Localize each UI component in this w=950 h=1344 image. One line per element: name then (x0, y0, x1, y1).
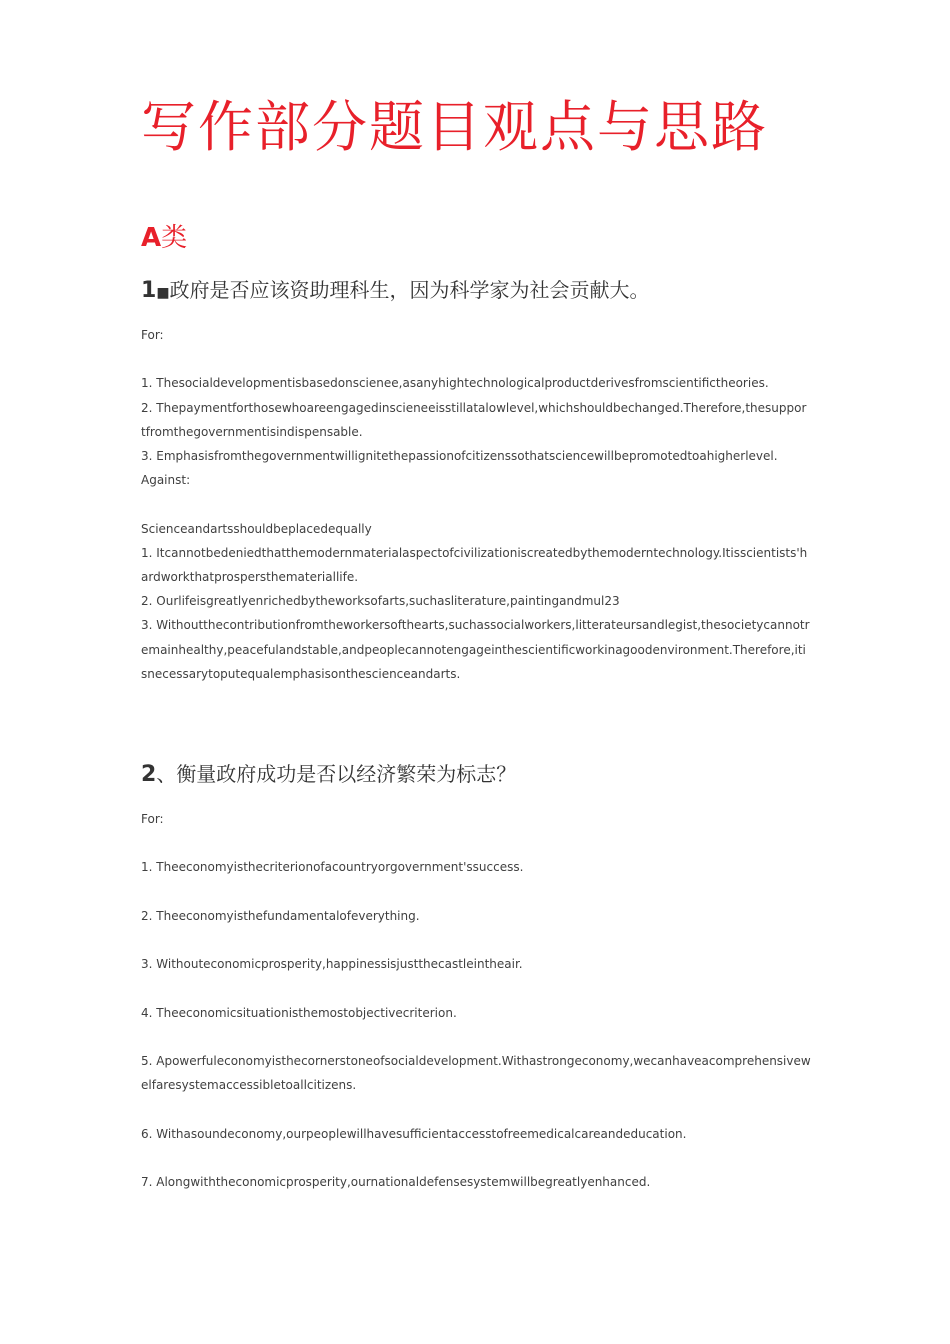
question-separator: ■ (156, 285, 170, 301)
against-intro: Scienceandartsshouldbeplacedequally (141, 521, 372, 536)
spacer (141, 347, 811, 371)
question-text: 衡量政府成功是否以经济繁荣为标志？ (176, 762, 517, 786)
list-item: 1. Thesocialdevelopmentisbasedonscienee,asanyhightechnologicalproductderivesfromscientifictheories. (141, 376, 769, 391)
for-label: For: (141, 328, 164, 342)
list-item: 3. Emphasisfromthegovernmentwillignitethepassionofcitizenssothatsciencewillbepromotedtoahigherlevel. (141, 449, 778, 463)
spacer (141, 1025, 811, 1049)
list-item: 3. Withouteconomicprosperity,happinessisjustthecastleintheair. (141, 957, 523, 972)
list-item: 6. Withasoundeconomy,ourpeoplewillhavesufficientaccesstofreemedicalcareandeducation. (141, 1126, 687, 1141)
question-1-body (141, 323, 811, 686)
spacer (141, 976, 811, 1000)
spacer (141, 492, 811, 516)
list-item: 1. Itcannotbedeniedthatthemodernmaterialaspectofcivilizationiscreatedbythemoderntechnology.Itisscientists'hardworkthatprospersthemateriallife. (141, 545, 808, 584)
question-text: 政府是否应该资助理科生，因为科学家为社会贡献大。 (169, 278, 650, 302)
list-item: 3. Withoutthecontributionfromtheworkersofthearts,suchassocialworkers,litterateursandlegist,thesocietycannotremainhealthy,peacefulandstable,andpeoplecannotengageinthescientificworkinagoodenvironment.Therefore,itisnecessarytoputequalemphasisonthescienceandarts. (141, 618, 810, 681)
question-separator: 、 (156, 762, 177, 786)
list-item: 2. Ourlifeisgreatlyenrichedbytheworksofarts,suchasliterature,paintingandmul23 (141, 594, 620, 609)
page-title: 写作部分题目观点与思路 (141, 95, 769, 159)
list-item: 5. Apowerfuleconomyisthecornerstoneofsocialdevelopment.Withastrongeconomy,wecanhaveacomprehensivewelfaresystemaccessibletoallcitizens. (141, 1053, 811, 1093)
question-number: 1 (141, 278, 157, 303)
question-number: 2 (141, 762, 157, 787)
spacer (141, 1146, 811, 1170)
list-item: 7. Alongwiththeconomicprosperity,ournationaldefensesystemwillbegreatlyenhanced. (141, 1174, 651, 1189)
against-label: Against: (141, 473, 191, 488)
section-letter: A (141, 223, 162, 253)
list-item: 2. Theeconomyisthefundamentalofeverything. (141, 908, 420, 923)
list-item: 1. Theeconomyisthecriterionofacountryorgovernment'ssuccess. (141, 860, 524, 875)
question-2-body (141, 807, 811, 1194)
question-1-heading (141, 275, 650, 308)
spacer (141, 1097, 811, 1121)
list-item: 2. Thepaymentforthosewhoareengagedinscieneeisstillatalowlevel,whichshouldbechanged.Therefore,thesupportfromthegovernmentisindispensable. (141, 400, 807, 439)
for-label: For: (141, 812, 164, 826)
question-2-heading (141, 759, 516, 790)
spacer (141, 831, 811, 855)
spacer (141, 880, 811, 904)
spacer (141, 928, 811, 952)
list-item: 4. Theeconomicsituationisthemostobjectivecriterion. (141, 1005, 457, 1020)
section-heading (141, 220, 187, 256)
section-label: 类 (161, 223, 188, 253)
